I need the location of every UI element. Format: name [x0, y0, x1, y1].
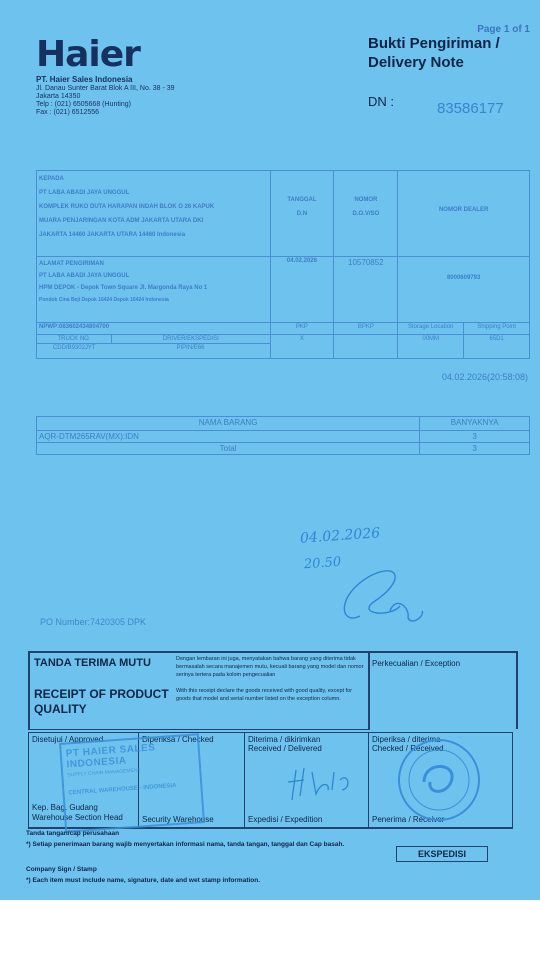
haier-logo: Haier	[36, 34, 140, 75]
company-address-1: Jl. Danau Sunter Barat Blok A III, No. 38 - 39	[36, 85, 175, 92]
tanggal-value: 04.02.2026	[270, 257, 334, 323]
footer-note-1: *) Setiap penerimaan barang wajib menyertakan informasi nama, tanda tangan, tanggal dan Cap basah.	[26, 841, 345, 848]
checked-received-label: Diperiksa / diterima Checked / Received	[372, 735, 444, 753]
receipt-title-en: RECEIPT OF PRODUCT QUALITY	[34, 687, 169, 716]
handwritten-date: 04.02.2026	[299, 525, 381, 547]
storage-location-label: Storage Location	[398, 323, 464, 335]
items-col-qty: BANYAKNYA	[420, 417, 530, 431]
table-row	[37, 431, 530, 443]
kep-bag-label: Kep. Bag. Gudang	[32, 803, 98, 812]
alamat-address-1: HPM DEPOK - Depok Town Square Jl. Margonda Raya No 1	[39, 285, 208, 291]
kepada-address-2: MUARA PENJARINGAN KOTA ADM JAKARTA UTARA DKI	[39, 218, 204, 224]
dn-col-label: D.N	[296, 211, 308, 217]
receipt-desc-id: Dengan lembaran ini juga, menyatakan bahwa barang yang diterima tidak bermasalah secara manajemen mutu, kecuali barang yang model dan nomor serinya tertera pada kolom pengecualian	[176, 656, 364, 678]
nomor-label: NOMOR	[354, 197, 378, 203]
company-name: PT. Haier Sales Indonesia	[36, 75, 133, 84]
footer-note-2: *) Each item must include name, signature, date and wet stamp information.	[26, 877, 261, 884]
stamp-line-3: CENTRAL WAREHOUSE - INDONESIA	[68, 782, 177, 797]
dealer-value: 8000609793	[398, 257, 530, 323]
exception-label: Perkecualian / Exception	[372, 659, 461, 668]
po-number: PO Number:7420305 DPK	[40, 617, 147, 627]
truck-driver-table	[37, 335, 270, 352]
print-timestamp: 04.02.2026(20:58:08)	[441, 372, 528, 382]
approved-label: Disetujui / Approved	[32, 735, 104, 744]
ekspedisi-box: EKSPEDISI	[396, 846, 488, 862]
alamat-label: ALAMAT PENGIRIMAN	[39, 261, 104, 267]
truck-driver-cell	[37, 335, 271, 359]
company-address-2: Jakarta 14350	[36, 93, 81, 100]
tanggal-header	[270, 171, 334, 257]
company-telp: Telp : (021) 6505668 (Hunting)	[36, 101, 131, 108]
nomor-dealer-label: NOMOR DEALER	[438, 207, 489, 213]
truck-no-value: CDD/B9302JYT	[52, 345, 96, 351]
kepada-address-1: KOMPLEK RUKO DUTA HARAPAN INDAH BLOK O 26 KAPUK	[39, 204, 215, 210]
stamp-line-1: PT HAIER SALES INDONESIA	[65, 742, 156, 771]
footer-company-sign: Company Sign / Stamp	[26, 866, 97, 873]
company-fax: Fax : (021) 6512556	[36, 109, 100, 116]
bpkp-label: BPKP	[334, 323, 398, 335]
receipt-desc-en: With this receipt declare the goods received with good quality, except for goods that model and serial number listed on the exception column.	[176, 688, 352, 702]
received-label: Diterima / dikirimkan Received / Delivered	[248, 735, 322, 753]
expedition-label: Expedisi / Expedition	[248, 815, 323, 824]
kepada-name: PT LABA ABADI JAYA UNGGUL	[39, 190, 130, 196]
pkp-label: PKP	[270, 323, 334, 335]
warehouse-head-label: Warehouse Section Head	[32, 813, 123, 822]
tanggal-label: TANGGAL	[287, 197, 317, 203]
driver-label: DRIVER/EKSPEDISI	[112, 335, 270, 344]
checked-label: Diperiksa / Checked	[142, 735, 214, 744]
pkp-value: X	[270, 335, 334, 359]
dn-label: DN :	[368, 94, 394, 109]
nomor-value: 10570852	[334, 257, 398, 323]
items-table	[36, 416, 530, 455]
receiver-label: Penerima / Receiver	[372, 815, 445, 824]
alamat-name: PT LABA ABADI JAYA UNGGUL	[39, 273, 130, 279]
round-stamp	[384, 734, 494, 828]
document-title	[368, 34, 500, 72]
receiver-handwritten-signature	[282, 760, 372, 820]
bpkp-value	[334, 335, 398, 359]
title-line-1: Bukti Pengiriman /	[368, 35, 500, 52]
item-qty: 3	[420, 431, 530, 443]
dn-number: 83586177	[437, 100, 504, 117]
dovso-label: D.O.V/SO	[352, 211, 380, 217]
nomor-header	[334, 171, 398, 257]
truck-no-label: TRUCK NO.	[37, 335, 112, 344]
stamp-line-2: SUPPLY CHAIN MANAGEMENT	[67, 767, 141, 779]
quality-receipt-box	[28, 651, 514, 727]
driver-value: PIPIN/E66	[176, 345, 205, 351]
shipping-point-label: Shipping Point	[464, 323, 530, 335]
kepada-address-3: JAKARTA 14460 JAKARTA UTARA 14460 Indonesia	[39, 232, 186, 238]
company-block	[36, 76, 175, 117]
footer-tanda: Tanda tangan/cap perusahaan	[26, 830, 120, 837]
kepada-label: KEPADA	[39, 176, 64, 182]
alamat-cell	[37, 257, 271, 323]
nomor-dealer-header	[398, 171, 530, 257]
items-col-name: NAMA BARANG	[37, 417, 420, 431]
total-qty: 3	[420, 443, 530, 455]
alamat-address-2: Pondok Cina Beji Depok 16424 Depok 16424 Indonesia	[39, 297, 169, 303]
storage-value: 00MM	[398, 335, 464, 359]
handwritten-time: 20.50	[303, 554, 342, 573]
npwp: NPWP:083602434804700	[37, 323, 271, 335]
shipping-value: 65D1	[464, 335, 530, 359]
receipt-title-id: TANDA TERIMA MUTU	[34, 657, 151, 669]
page-number: Page 1 of 1	[477, 24, 530, 35]
handwritten-signature	[330, 556, 430, 636]
item-name: AQR-DTM265RAV(MX):IDN	[37, 431, 420, 443]
kepada-cell	[37, 171, 271, 257]
company-stamp	[59, 733, 205, 833]
security-label: Security Warehouse	[142, 815, 214, 824]
title-line-2: Delivery Note	[368, 54, 464, 71]
delivery-info-table	[36, 170, 530, 359]
total-label: Total	[37, 443, 420, 455]
